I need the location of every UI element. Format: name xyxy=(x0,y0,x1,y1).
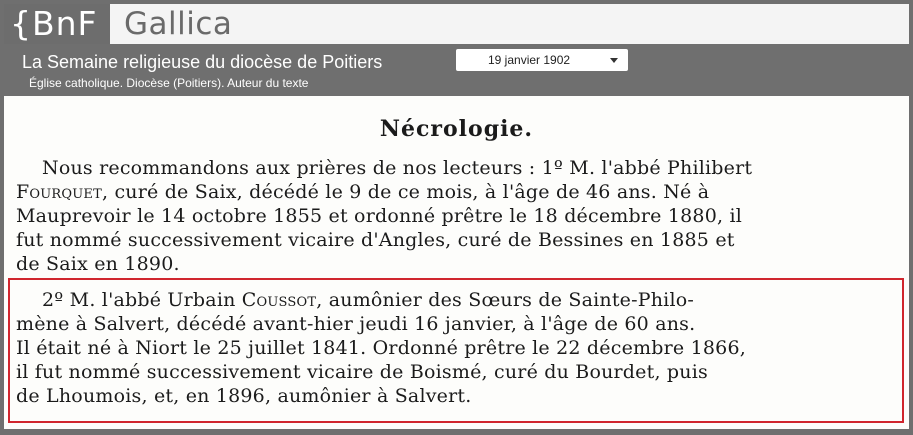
text-line: Nous recommandons aux prières de nos lecteurs : 1º M. l'abbé Philibert xyxy=(42,157,753,179)
text-line-rest: , aumônier des Sœurs de Sainte-Philo- xyxy=(316,289,694,311)
chevron-down-icon xyxy=(610,58,618,63)
document-title[interactable]: La Semaine religieuse du diocèse de Poitiers xyxy=(22,52,383,72)
text-line: de Saix en 1890. xyxy=(16,253,180,275)
gallica-banner xyxy=(110,4,909,44)
document-title-bar xyxy=(4,46,909,94)
text-line xyxy=(16,180,709,204)
article-heading: Nécrologie. xyxy=(379,116,534,142)
text-line: mène à Salvert, décédé avant-hier jeudi 16 janvier, à l'âge de 60 ans. xyxy=(16,313,696,335)
gallica-logo[interactable]: Gallica xyxy=(124,6,233,42)
text-line: Mauprevoir le 14 octobre 1855 et ordonné prêtre le 18 décembre 1880, il xyxy=(16,205,743,227)
text-line: fut nommé successivement vicaire d'Angles, curé de Bessines en 1885 et xyxy=(16,229,735,251)
text-line-start: 2º M. l'abbé Urbain xyxy=(42,289,242,311)
text-line-rest: , curé de Saix, décédé le 9 de ce mois, à l'âge de 46 ans. Né à xyxy=(101,181,710,203)
date-select[interactable] xyxy=(456,49,628,71)
top-bar xyxy=(4,4,909,44)
document-author[interactable]: Église catholique. Diocèse (Poitiers). Auteur du texte xyxy=(29,76,309,90)
document-page xyxy=(4,96,909,429)
surname: Fourquet xyxy=(16,181,102,203)
text-line xyxy=(42,288,694,312)
bnf-logo[interactable]: {BnF xyxy=(10,4,98,43)
surname: Coussot xyxy=(241,289,317,311)
text-line: il fut nommé successivement vicaire de Boismé, curé du Bourdet, puis xyxy=(16,361,708,383)
date-select-value: 19 janvier 1902 xyxy=(488,53,571,67)
text-line: de Lhoumois, et, en 1896, aumônier à Salvert. xyxy=(16,385,472,407)
text-line: Il était né à Niort le 25 juillet 1841. Ordonné prêtre le 22 décembre 1866, xyxy=(16,337,746,359)
